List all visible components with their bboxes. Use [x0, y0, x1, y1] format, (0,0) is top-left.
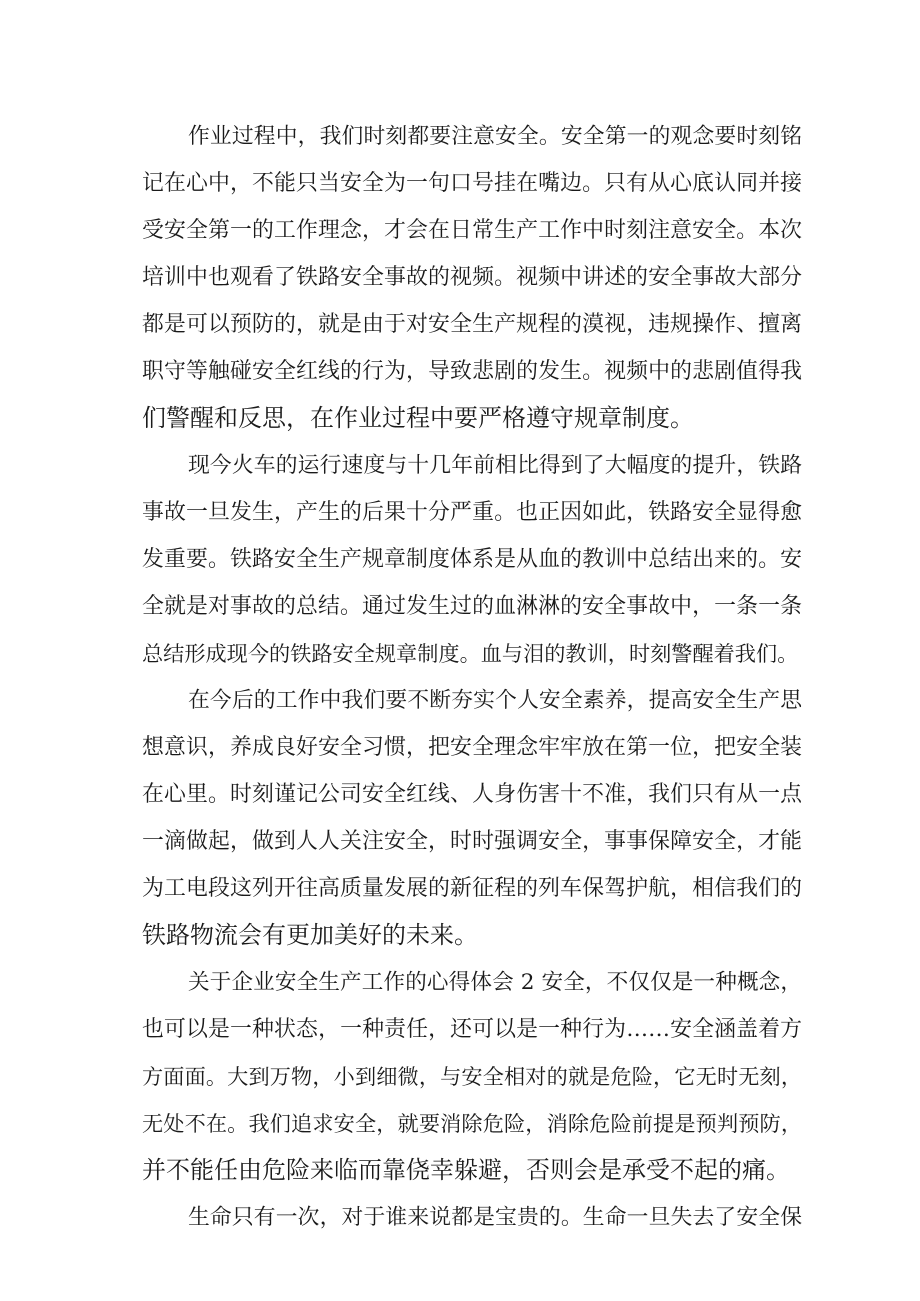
paragraph-first-line: 现今火车的运行速度与十几年前相比得到了大幅度的提升，铁路	[188, 453, 802, 478]
paragraph-first-line: 生命只有一次，对于谁来说都是宝贵的。生命一旦失去了安全保	[188, 1205, 802, 1230]
paragraph-line: 全就是对事故的总结。通过发生过的血淋淋的安全事故中，一条一条	[142, 594, 802, 619]
paragraph-first-line: 在今后的工作中我们要不断夯实个人安全素养，提高安全生产思	[188, 688, 802, 713]
paragraph-line: 受安全第一的工作理念，才会在日常生产工作中时刻注意安全。本次	[142, 218, 802, 243]
paragraph-line: 为工电段这列开往高质量发展的新征程的列车保驾护航，相信我们的	[142, 876, 802, 901]
paragraph-first-line: 关于企业安全生产工作的心得体会 2 安全，不仅仅是一种概念，	[188, 970, 802, 995]
paragraph-line: 事故一旦发生，产生的后果十分严重。也正因如此，铁路安全显得愈	[142, 500, 802, 525]
paragraph-line: 一滴做起，做到人人关注安全，时时强调安全，事事保障安全，才能	[142, 829, 802, 854]
paragraph-line: 记在心中，不能只当安全为一句口号挂在嘴边。只有从心底认同并接	[142, 171, 802, 196]
paragraph-line: 在心里。时刻谨记公司安全红线、人身伤害十不准，我们只有从一点	[142, 782, 802, 807]
paragraph-line: 想意识，养成良好安全习惯，把安全理念牢牢放在第一位，把安全装	[142, 735, 802, 760]
paragraph-line: 并不能任由危险来临而靠侥幸躲避，否则会是承受不起的痛。	[142, 1156, 790, 1184]
paragraph-line: 发重要。铁路安全生产规章制度体系是从血的教训中总结出来的。安	[142, 547, 802, 572]
paragraph-line: 也可以是一种状态，一种责任，还可以是一种行为……安全涵盖着方	[142, 1017, 802, 1042]
paragraph-line: 总结形成现今的铁路安全规章制度。血与泪的教训，时刻警醒着我们。	[142, 641, 799, 666]
paragraph-line: 培训中也观看了铁路安全事故的视频。视频中讲述的安全事故大部分	[142, 265, 802, 290]
paragraph-first-line: 作业过程中，我们时刻都要注意安全。安全第一的观念要时刻铭	[188, 124, 802, 149]
document-body	[142, 113, 802, 1241]
paragraph-line: 铁路物流会有更加美好的未来。	[142, 921, 478, 949]
paragraph-line: 方面面。大到万物，小到细微，与安全相对的就是危险，它无时无刻，	[142, 1064, 802, 1089]
paragraph-line: 职守等触碰安全红线的行为，导致悲剧的发生。视频中的悲剧值得我	[142, 359, 802, 384]
paragraph-line: 无处不在。我们追求安全，就要消除危险，消除危险前提是预判预防，	[142, 1111, 802, 1136]
paragraph-line: 们警醒和反思，在作业过程中要严格遵守规章制度。	[142, 404, 694, 432]
paragraph-line: 都是可以预防的，就是由于对安全生产规程的漠视，违规操作、擅离	[142, 312, 802, 337]
